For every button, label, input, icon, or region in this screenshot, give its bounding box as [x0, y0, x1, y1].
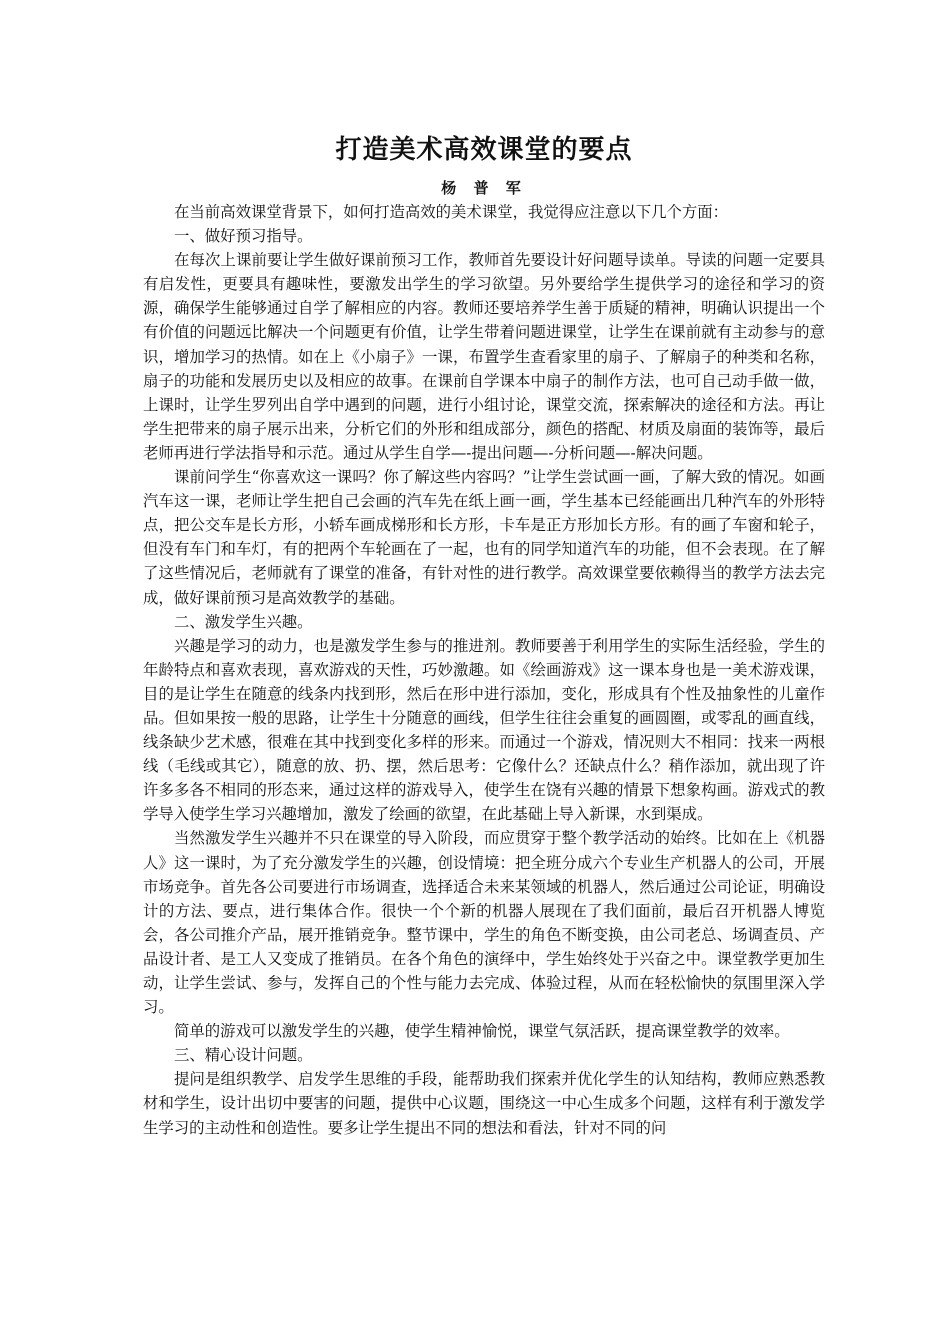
document-page	[143, 128, 825, 1140]
intro-paragraph: 在当前高效课堂背景下，如何打造高效的美术课堂，我觉得应注意以下几个方面：	[174, 203, 729, 221]
body-paragraph: 在每次上课前要让学生做好课前预习工作，教师首先要设计好问题导读单。导读的问题一定要具有启发性，更要具有趣味性，要激发出学生的学习欲望。另外要给学生提供学习的途径和学习的资源，确保学生能够通过自学了解相应的内容。教师还要培养学生善于质疑的精神，明确认识提出一个有价值的问题远比解决一个问题更有价值，让学生带着问题进课堂，让学生在课前就有主动参与的意识，增加学习的热情。如在上《小扇子》一课，布置学生查看家里的扇子、了解扇子的种类和名称，扇子的功能和发展历史以及相应的故事。在课前自学课本中扇子的制作方法，也可自己动手做一做，上课时，让学生罗列出自学中遇到的问题，进行小组讨论，课堂交流，探索解决的途径和方法。再让学生把带来的扇子展示出来，分析它们的外形和组成部分，颜色的搭配、材质及扇面的装饰等，最后老师再进行学法指导和示范。通过从学生自学—-提出问题—-分析问题—-解决问题。	[143, 251, 825, 462]
section-heading-1: 一、做好预习指导。	[174, 227, 313, 246]
document-title: 打造美术高效课堂的要点	[335, 135, 633, 165]
section-heading-2: 二、激发学生兴趣。	[174, 612, 313, 631]
author-name: 杨 普 军	[441, 179, 527, 197]
section-heading-3: 三、精心设计问题。	[174, 1046, 313, 1065]
body-paragraph: 兴趣是学习的动力，也是激发学生参与的推进剂。教师要善于利用学生的实际生活经验，学生的年龄特点和喜欢表现，喜欢游戏的天性，巧妙激趣。如《绘画游戏》这一课本身也是一美术游戏课，目的是让学生在随意的线条内找到形，然后在形中进行添加，变化，形成具有个性及抽象性的儿童作品。但如果按一般的思路，让学生十分随意的画线，但学生往往会重复的画圆圈，或零乱的画直线，线条缺少艺术感，很难在其中找到变化多样的形来。而通过一个游戏，情况则大不相同：找来一两根线（毛线或其它），随意的放、扔、摆，然后思考：它像什么？还缺点什么？稍作添加，就出现了许许多多各不相同的形态来，通过这样的游戏导入，使学生在饶有兴趣的情景下想象构画。游戏式的教学导入使学生学习兴趣增加，激发了绘画的欲望，在此基础上导入新课，水到渠成。	[143, 636, 825, 824]
body-paragraph: 当然激发学生兴趣并不只在课堂的导入阶段，而应贯穿于整个教学活动的始终。比如在上《机器人》这一课时，为了充分激发学生的兴趣，创设情境：把全班分成六个专业生产机器人的公司，开展市场竞争。首先各公司要进行市场调查，选择适合未来某领域的机器人，然后通过公司论证，明确设计的方法、要点，进行集体合作。很快一个个新的机器人展现在了我们面前，最后召开机器人博览会，各公司推介产品，展开推销竞争。整节课中，学生的角色不断变换，由公司老总、场调查员、产品设计者、是工人又变成了推销员。在各个角色的演绎中，学生始终处于兴奋之中。课堂教学更加生动，让学生尝试、参与，发挥自己的个性与能力去完成、体验过程，从而在轻松愉快的氛围里深入学习。	[143, 829, 825, 1017]
body-paragraph: 课前问学生“你喜欢这一课吗？你了解这些内容吗？”让学生尝试画一画，了解大致的情况。如画汽车这一课，老师让学生把自己会画的汽车先在纸上画一画，学生基本已经能画出几种汽车的外形特点，把公交车是长方形，小轿车画成梯形和长方形，卡车是正方形加长方形。有的画了车窗和轮子，但没有车门和车灯，有的把两个车轮画在了一起，也有的同学知道汽车的功能，但不会表现。在了解了这些情况后，老师就有了课堂的准备，有针对性的进行教学。高效课堂要依赖得当的教学方法去完成，做好课前预习是高效教学的基础。	[143, 468, 825, 607]
document-body	[143, 200, 825, 1140]
body-paragraph: 提问是组织教学、启发学生思维的手段，能帮助我们探索并优化学生的认知结构，教师应熟悉教材和学生，设计出切中要害的问题，提供中心议题，围绕这一中心生成多个问题，这样有利于激发学生学习的主动性和创造性。要多让学生提出不同的想法和看法，针对不同的问	[143, 1070, 825, 1137]
body-paragraph: 简单的游戏可以激发学生的兴趣，使学生精神愉悦，课堂气氛活跃，提高课堂教学的效率。	[174, 1022, 790, 1041]
